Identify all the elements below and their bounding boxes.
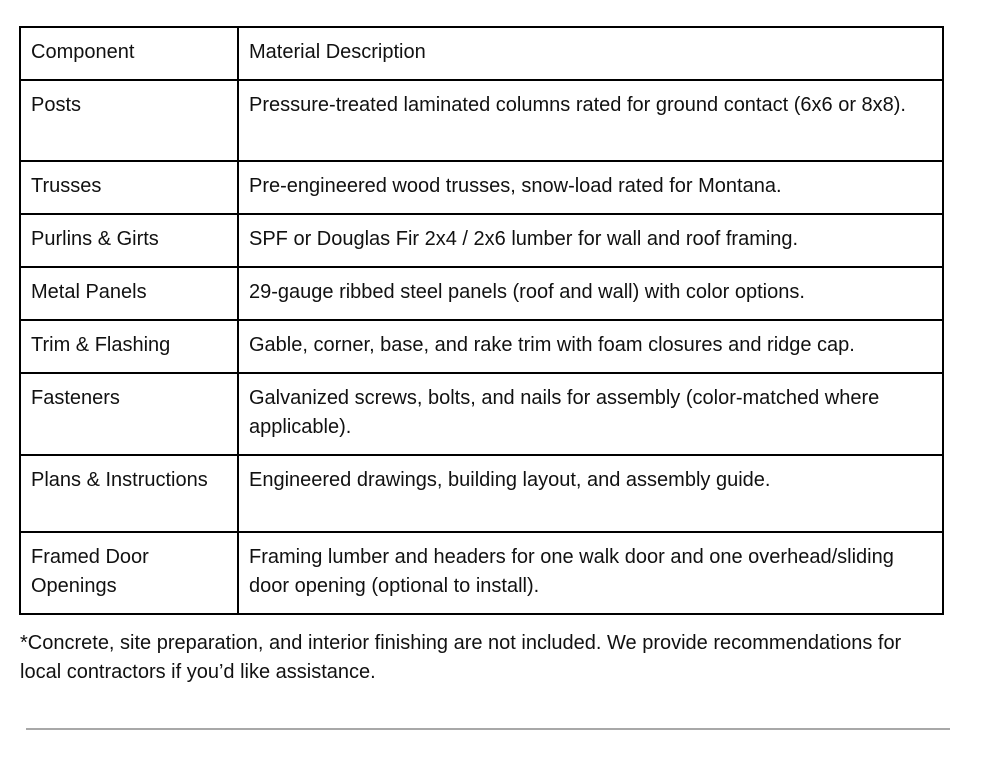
component-cell: Plans & Instructions — [20, 455, 238, 532]
table-row — [20, 267, 943, 320]
table-row — [20, 532, 943, 614]
description-cell: 29-gauge ribbed steel panels (roof and wall) with color options. — [238, 267, 943, 320]
materials-table — [19, 26, 944, 615]
component-cell: Posts — [20, 80, 238, 161]
table-row — [20, 80, 943, 161]
table-row — [20, 373, 943, 455]
description-cell: Galvanized screws, bolts, and nails for assembly (color-matched where applicable). — [238, 373, 943, 455]
component-cell: Purlins & Girts — [20, 214, 238, 267]
divider — [26, 728, 950, 730]
component-cell: Framed Door Openings — [20, 532, 238, 614]
description-cell: Gable, corner, base, and rake trim with foam closures and ridge cap. — [238, 320, 943, 373]
table-row — [20, 320, 943, 373]
description-cell: Framing lumber and headers for one walk door and one overhead/sliding door opening (optional to install). — [238, 532, 943, 614]
header-component: Component — [20, 27, 238, 80]
table-row — [20, 161, 943, 214]
table-header-row — [20, 27, 943, 80]
description-cell: Pre-engineered wood trusses, snow-load rated for Montana. — [238, 161, 943, 214]
table-row — [20, 455, 943, 532]
footnote: *Concrete, site preparation, and interior finishing are not included. We provide recommendations for local contractors if you’d like assistance. — [20, 632, 902, 683]
header-material-description: Material Description — [238, 27, 943, 80]
description-cell: Engineered drawings, building layout, and assembly guide. — [238, 455, 943, 532]
component-cell: Trim & Flashing — [20, 320, 238, 373]
table-row — [20, 214, 943, 267]
component-cell: Metal Panels — [20, 267, 238, 320]
component-cell: Fasteners — [20, 373, 238, 455]
component-cell: Trusses — [20, 161, 238, 214]
description-cell: SPF or Douglas Fir 2x4 / 2x6 lumber for wall and roof framing. — [238, 214, 943, 267]
description-cell: Pressure-treated laminated columns rated for ground contact (6x6 or 8x8). — [238, 80, 943, 161]
